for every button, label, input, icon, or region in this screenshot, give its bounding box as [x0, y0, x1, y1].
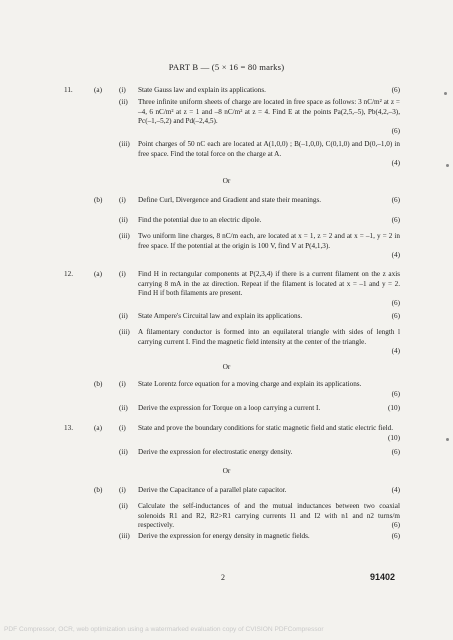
scan-dot: [446, 438, 449, 441]
question-number: 12.: [64, 270, 73, 278]
question-marks: (4): [391, 159, 400, 167]
or-divider: Or: [222, 176, 231, 185]
question-text: State Lorentz force equation for a moving charge and explain its applications.: [138, 380, 362, 388]
question-marks: (6): [391, 86, 400, 94]
question-sub: (i): [119, 270, 126, 278]
watermark: PDF Compressor, OCR, web optimization using a watermarked evaluation copy of CVISION PDFCompressor: [4, 626, 324, 633]
question-marks: (4): [391, 486, 400, 494]
question-sub: (i): [119, 196, 126, 204]
question-sub: (ii): [119, 448, 128, 456]
question-part: (a): [94, 270, 102, 278]
question-marks: (6): [391, 312, 400, 320]
question-sub: (iii): [119, 232, 130, 240]
question-marks: (6): [391, 532, 400, 540]
question-part: (b): [94, 380, 103, 388]
question-text: State and prove the boundary conditions for static magnetic field and static electric field.: [138, 424, 394, 432]
question-marks: (4): [391, 251, 400, 259]
question-part: (a): [94, 424, 102, 432]
question-sub: (i): [119, 486, 126, 494]
scan-dot: [446, 164, 449, 167]
scan-dot: [444, 92, 447, 95]
question-part: (b): [94, 196, 103, 204]
question-part: (b): [94, 486, 103, 494]
or-divider: Or: [222, 466, 231, 475]
question-text: Derive the Capacitance of a parallel plate capacitor.: [138, 486, 287, 494]
question-text: State Gauss law and explain its applications.: [138, 86, 266, 94]
question-sub: (iii): [119, 532, 130, 540]
question-text: Two uniform line charges, 8 nC/m each, are located at x = 1, z = 2 and at x = –1, y = 2 in free space. If the potential at the origin is 100 V, find V at P(4,1,3).: [138, 232, 400, 250]
page-number: 2: [221, 573, 225, 582]
question-marks: (4): [391, 347, 400, 355]
question-marks: (6): [391, 216, 400, 224]
question-text: Derive the expression for energy density in magnetic fields.: [138, 532, 310, 540]
paper-code: 91402: [370, 572, 396, 582]
question-sub: (ii): [119, 502, 128, 510]
question-marks: (6): [391, 390, 400, 398]
question-number: 13.: [64, 424, 73, 432]
question-text: Find H in rectangular components at P(2,3,4) if there is a current filament on the z axis carrying 8 mA in the az direction. Repeat if the filament is located at x = –1 and y = 2. Find H if both filaments are present.: [138, 270, 400, 298]
question-text: A filamentary conductor is formed into an equilateral triangle with sides of length l carrying current I. Find the magnetic field intensity at the center of the triangle.: [138, 328, 400, 346]
question-text: Derive the expression for Torque on a loop carrying a current I.: [138, 404, 321, 412]
question-marks: (10): [388, 434, 400, 442]
question-marks: (6): [391, 299, 400, 307]
question-marks: (10): [388, 404, 400, 412]
question-sub: (ii): [119, 216, 128, 224]
question-sub: (i): [119, 424, 126, 432]
question-sub: (i): [119, 380, 126, 388]
or-divider: Or: [222, 362, 231, 371]
question-marks: (6): [391, 521, 400, 529]
question-text: Calculate the self-inductances of and the mutual inductances between two coaxial solenoids R1 and R2, R2>R1 carrying currents I1 and I2 with n1 and n2 turns/m respectively.: [138, 502, 400, 530]
question-marks: (6): [391, 196, 400, 204]
question-text: Derive the expression for electrostatic energy density.: [138, 448, 293, 456]
question-sub: (ii): [119, 312, 128, 320]
question-text: Point charges of 50 nC each are located at A(1,0,0) ; B(–1,0,0), C(0,1,0) and D(0,–1,0) in free space. Find the total force on the charge at A.: [138, 140, 400, 158]
question-text: State Ampere's Circuital law and explain its applications.: [138, 312, 303, 320]
question-part: (a): [94, 86, 102, 94]
part-heading: PART B — (5 × 16 = 80 marks): [168, 62, 285, 72]
question-sub: (iii): [119, 140, 130, 148]
question-marks: (6): [391, 448, 400, 456]
question-marks: (6): [391, 127, 400, 135]
question-number: 11.: [64, 86, 73, 94]
question-sub: (ii): [119, 98, 128, 106]
question-sub: (i): [119, 86, 126, 94]
question-text: Define Curl, Divergence and Gradient and state their meanings.: [138, 196, 322, 204]
question-text: Three infinite uniform sheets of charge are located in free space as follows: 3 nC/m² at z = –4, 6 nC/m² at z = 1 and –8 nC/m² at z = 4. Find E at the points Pa(2,5,–5), Pb(4,2,–3), Pc(–1,–5,2) and Pd(–2,4,5).: [138, 98, 400, 126]
question-sub: (iii): [119, 328, 130, 336]
question-text: Find the potential due to an electric dipole.: [138, 216, 262, 224]
question-sub: (ii): [119, 404, 128, 412]
